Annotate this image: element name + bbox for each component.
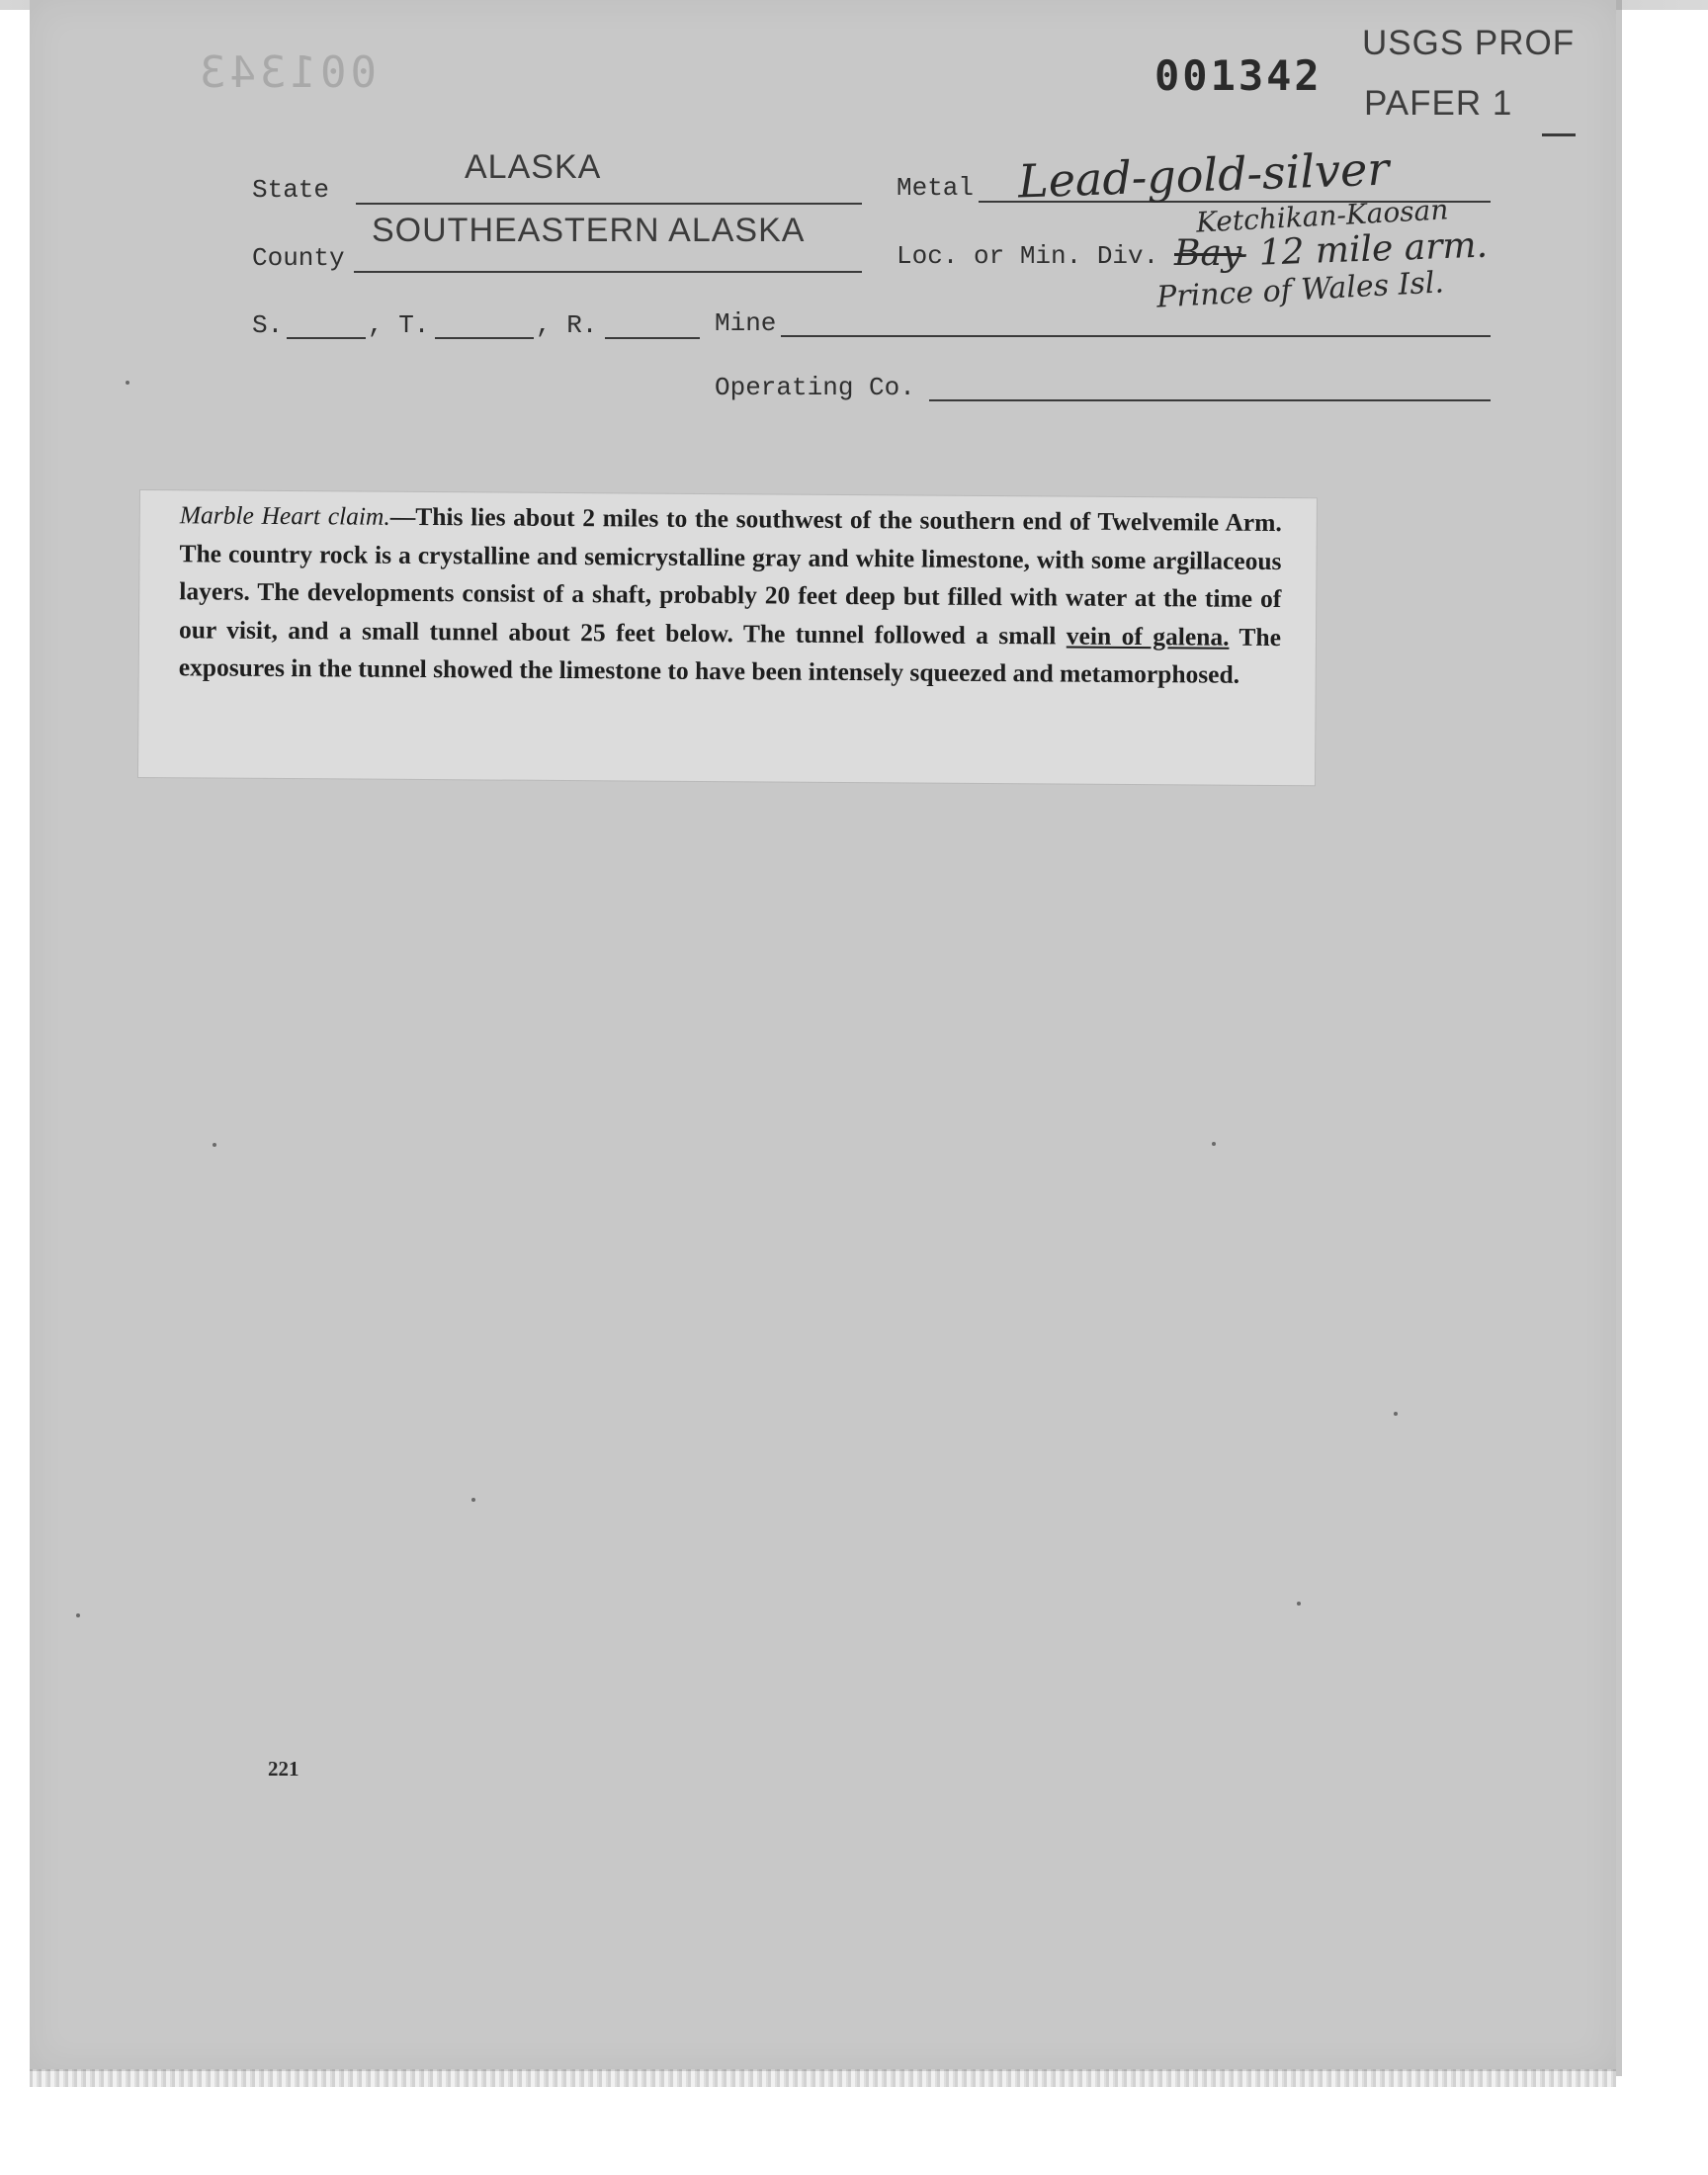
scan-speck <box>76 1613 80 1617</box>
state-underline <box>356 203 862 205</box>
stamp-dash <box>1542 133 1576 136</box>
scan-speck <box>126 381 129 385</box>
section-underline <box>287 337 366 339</box>
clipping-paragraph <box>179 496 1282 695</box>
clipping-underlined-phrase: vein of galena. <box>1066 621 1230 652</box>
county-value: SOUTHEASTERN ALASKA <box>372 212 806 249</box>
metal-label: Metal <box>897 173 975 203</box>
state-label: State <box>252 175 330 205</box>
mine-underline <box>781 335 1491 337</box>
page-number: 221 <box>268 1757 299 1781</box>
series-stamp-line2: PAFER 1 <box>1364 84 1513 123</box>
section-label: S. <box>252 310 284 340</box>
scan-right-edge <box>1616 0 1622 2076</box>
series-stamp-line1: USGS PROF <box>1362 24 1576 62</box>
serial-number: 001342 <box>1154 51 1323 100</box>
township-label: , T. <box>368 310 430 340</box>
pasted-text-clipping <box>138 490 1317 785</box>
loc-label: Loc. or Min. Div. <box>897 241 1159 271</box>
county-label: County <box>252 243 345 273</box>
loc-value-line1: Ketchikan-Kaosan <box>1195 193 1450 239</box>
loc-value-struck: Bay <box>1174 233 1242 274</box>
township-underline <box>435 337 534 339</box>
scan-speck <box>213 1143 216 1147</box>
operating-co-underline <box>929 399 1491 401</box>
loc-value-line2: - 12 mile arm. <box>1235 224 1489 275</box>
operating-co-label: Operating Co. <box>715 373 915 402</box>
metal-value: Lead-gold-silver <box>1017 141 1391 209</box>
mirrored-serial-stamp: 001343 <box>196 47 377 98</box>
state-value: ALASKA <box>465 148 602 186</box>
scan-speck <box>1394 1412 1398 1416</box>
range-label: , R. <box>536 310 598 340</box>
range-underline <box>605 337 700 339</box>
loc-value-line3: Prince of Wales Isl. <box>1155 265 1445 315</box>
clipping-body-part1: —This lies about 2 miles to the southwest of the southern end of Twelvemile Arm. The country rock is a crystalline and semicrystalline gray and white limestone, with some argillaceous layers. The developments consist of a shaft, probably 20 feet deep but filled with water at the time of our visit, and a small tunnel about 25 feet below. The tunnel followed a small <box>178 501 1282 651</box>
clipping-body-part2: The exposures in the tunnel showed the limestone to have been intensely squeezed and metamorphosed. <box>178 622 1282 690</box>
scan-speck <box>471 1498 475 1502</box>
mine-label: Mine <box>715 308 777 338</box>
clipping-lead: Marble Heart claim. <box>179 500 390 531</box>
scan-speck <box>1297 1602 1301 1606</box>
county-underline <box>354 271 862 273</box>
scan-bottom-edge <box>30 2069 1616 2087</box>
scan-speck <box>1212 1142 1216 1146</box>
